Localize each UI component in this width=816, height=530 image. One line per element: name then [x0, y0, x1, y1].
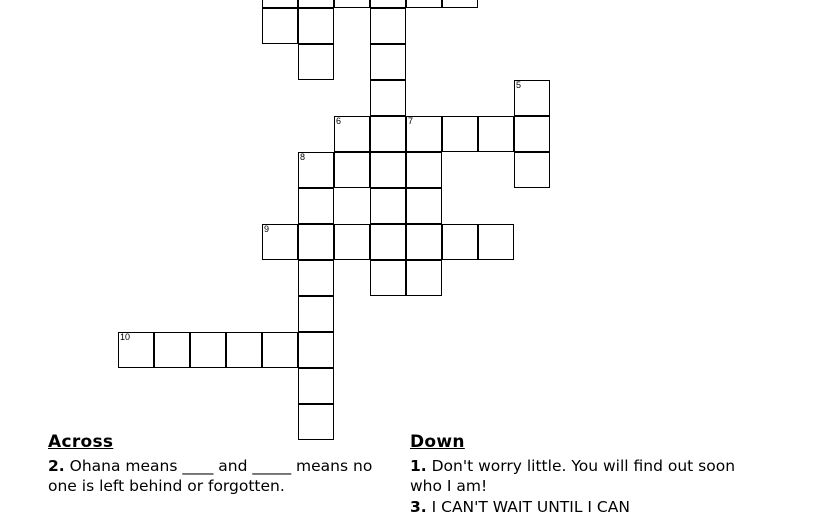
crossword-cell[interactable] — [370, 224, 406, 260]
crossword-cell[interactable] — [370, 0, 406, 8]
across-heading: Across — [48, 432, 114, 452]
cell-number: 8 — [300, 152, 306, 162]
cell-number: 7 — [408, 116, 414, 126]
crossword-cell[interactable] — [262, 332, 298, 368]
cell-number: 9 — [264, 224, 270, 234]
crossword-cell[interactable] — [370, 80, 406, 116]
clue-number: 3. — [410, 498, 427, 516]
cell-number: 6 — [336, 116, 342, 126]
crossword-cell[interactable] — [514, 80, 550, 116]
crossword-cell[interactable] — [118, 332, 154, 368]
crossword-cell[interactable] — [226, 332, 262, 368]
crossword-cell[interactable] — [298, 260, 334, 296]
crossword-cell[interactable] — [298, 188, 334, 224]
clue-text: Don't worry little. You will find out soon who I am! — [410, 457, 736, 495]
clue-text: Ohana means ____ and _____ means no one is left behind or forgotten. — [48, 457, 373, 495]
crossword-cell[interactable] — [262, 0, 298, 8]
crossword-cell[interactable] — [334, 224, 370, 260]
down-clues-column — [410, 432, 770, 518]
crossword-cell[interactable] — [298, 0, 334, 8]
crossword-cell[interactable] — [370, 44, 406, 80]
clue-text: I CAN'T WAIT UNTIL I CAN — [431, 498, 630, 516]
clue-item — [410, 456, 770, 496]
crossword-cell[interactable] — [406, 152, 442, 188]
crossword-cell[interactable] — [334, 0, 370, 8]
crossword-cell[interactable] — [334, 116, 370, 152]
crossword-cell[interactable] — [298, 368, 334, 404]
crossword-cell[interactable] — [406, 0, 442, 8]
crossword-cell[interactable] — [406, 188, 442, 224]
crossword-cell[interactable] — [298, 8, 334, 44]
crossword-cell[interactable] — [298, 332, 334, 368]
crossword-cell[interactable] — [406, 116, 442, 152]
crossword-cell[interactable] — [370, 188, 406, 224]
across-clues-column — [48, 432, 388, 497]
clue-item — [410, 497, 770, 517]
crossword-cell[interactable] — [298, 152, 334, 188]
clue-number: 1. — [410, 457, 427, 475]
crossword-cell[interactable] — [190, 332, 226, 368]
clue-item — [48, 456, 388, 496]
crossword-cell[interactable] — [442, 0, 478, 8]
crossword-cell[interactable] — [478, 116, 514, 152]
cell-number: 5 — [516, 80, 522, 90]
crossword-cell[interactable] — [298, 296, 334, 332]
crossword-cell[interactable] — [154, 332, 190, 368]
crossword-cell[interactable] — [370, 116, 406, 152]
crossword-cell[interactable] — [442, 224, 478, 260]
crossword-cell[interactable] — [406, 260, 442, 296]
cell-number: 10 — [120, 332, 131, 342]
crossword-cell[interactable] — [262, 8, 298, 44]
crossword-cell[interactable] — [442, 116, 478, 152]
crossword-cell[interactable] — [406, 224, 442, 260]
crossword-cell[interactable] — [262, 224, 298, 260]
crossword-cell[interactable] — [298, 44, 334, 80]
down-heading: Down — [410, 432, 465, 452]
crossword-cell[interactable] — [514, 116, 550, 152]
crossword-cell[interactable] — [514, 152, 550, 188]
crossword-cell[interactable] — [370, 152, 406, 188]
crossword-cell[interactable] — [478, 224, 514, 260]
crossword-cell[interactable] — [370, 260, 406, 296]
crossword-cell[interactable] — [370, 8, 406, 44]
crossword-cell[interactable] — [298, 224, 334, 260]
clue-number: 2. — [48, 457, 65, 475]
crossword-cell[interactable] — [334, 152, 370, 188]
clues-section — [0, 432, 816, 530]
